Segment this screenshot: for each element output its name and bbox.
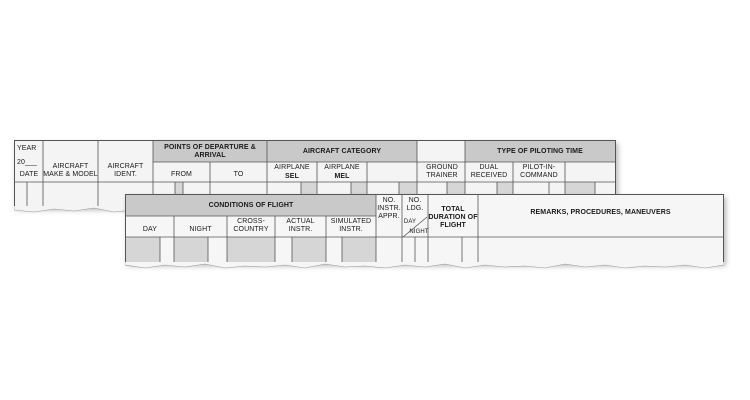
pilot-in-command-label: PILOT-IN- COMMAND bbox=[520, 164, 558, 179]
day-label: DAY bbox=[142, 226, 158, 233]
year-prefix: 20___ bbox=[17, 159, 37, 166]
mel-label: MEL bbox=[334, 172, 350, 180]
from-label: FROM bbox=[170, 171, 192, 178]
remarks-header: REMARKS, PROCEDURES, MANEUVERS bbox=[530, 209, 671, 216]
airplane-mel-label: AIRPLANE bbox=[324, 163, 360, 171]
ldg-day-label: DAY bbox=[403, 219, 417, 225]
simulated-instr-label: SIMULATED INSTR. bbox=[330, 218, 372, 233]
torn-edge bbox=[125, 262, 724, 270]
no-ldg-label: NO. LDG. bbox=[406, 197, 424, 212]
sel-label: SEL bbox=[285, 172, 299, 180]
points-of-departure-header: POINTS OF DEPARTURE & ARRIVAL bbox=[164, 143, 256, 159]
ground-trainer-label: GROUND TRAINER bbox=[426, 164, 458, 179]
total-duration-label: TOTAL DURATION OF FLIGHT bbox=[428, 206, 478, 229]
airplane-sel-label: AIRPLANE bbox=[274, 163, 310, 171]
night-label: NIGHT bbox=[189, 226, 212, 233]
ldg-night-label: NIGHT bbox=[409, 229, 429, 235]
aircraft-category-header: AIRCRAFT CATEGORY bbox=[302, 147, 382, 155]
logbook-page-right bbox=[125, 194, 724, 263]
to-label: TO bbox=[233, 171, 244, 178]
aircraft-make-model-label: AIRCRAFT MAKE & MODEL bbox=[43, 163, 98, 178]
no-instr-appr-label: NO. INSTR. APPR. bbox=[377, 197, 401, 220]
dual-received-label: DUAL RECEIVED bbox=[470, 164, 508, 179]
conditions-of-flight-header: CONDITIONS OF FLIGHT bbox=[208, 201, 294, 209]
type-of-piloting-time-header: TYPE OF PILOTING TIME bbox=[497, 147, 583, 155]
cross-country-label: CROSS- COUNTRY bbox=[233, 218, 269, 233]
year-label: YEAR bbox=[17, 145, 37, 152]
date-label: DATE bbox=[19, 171, 39, 178]
aircraft-ident-label: AIRCRAFT IDENT. bbox=[107, 163, 144, 178]
actual-instr-label: ACTUAL INSTR. bbox=[286, 218, 315, 233]
